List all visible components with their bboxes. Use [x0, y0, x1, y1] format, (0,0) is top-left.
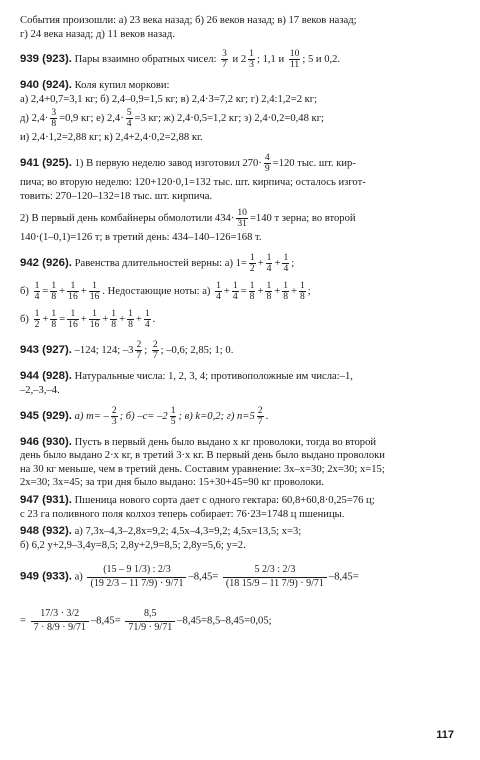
problem-946-line-3: на 30 кг меньше, чем в третий день. Составим уравнение: 3x–x=30; 2x=30; x=15; — [20, 463, 385, 475]
text: ; — [256, 54, 260, 66]
operator: + — [102, 314, 109, 326]
text: б) — [20, 286, 29, 298]
fraction: $\frac{3}{8}$ — [51, 107, 57, 130]
problem-text: Коля купил моркови: — [74, 80, 170, 92]
problem-number: 945 (929). — [20, 409, 72, 422]
problem-940 — [20, 78, 462, 93]
fraction: $\frac{1}{16}$ — [68, 308, 78, 331]
fraction-sum — [213, 280, 241, 303]
fraction-sum — [32, 308, 60, 331]
text: и — [232, 54, 239, 66]
problem-939 — [20, 47, 462, 72]
problem-940-row-3: и) 2,4·1,2=2,88 кг; к) 2,4+2,4·0,2=2,88 кг. — [20, 132, 203, 144]
text: 1) В первую неделю завод изготовил 270· — [74, 158, 262, 170]
problem-number: 946 (930). — [20, 435, 72, 448]
problem-944-line-2: –2,–3,–4. — [20, 385, 60, 397]
operator: + — [291, 286, 297, 298]
problem-942-line-3 — [20, 307, 462, 332]
problem-946-line-1 — [20, 435, 462, 450]
fraction: $\frac{1}{4}$ — [144, 308, 150, 331]
text: ; –0,6; 2,85; 1; 0. — [160, 345, 234, 357]
text: д) 2,4· — [20, 113, 49, 125]
text: = — [42, 286, 49, 298]
problem-949-line-2 — [20, 606, 462, 636]
fraction: $\frac{1}{8}$ — [51, 280, 57, 303]
text: ; — [144, 345, 148, 357]
fraction: $\frac{1}{8}$ — [266, 280, 272, 303]
fraction-sum — [32, 280, 43, 303]
fraction: $\frac{1}{4}$ — [216, 280, 221, 303]
problem-946-line-2: день было выдано 2·x кг, в третий 3·x кг. В первый день было выдано проволоки — [20, 450, 385, 462]
text: –8,45= — [328, 571, 359, 583]
fraction-sum — [48, 280, 102, 303]
text: =120 тыс. шт. кир- — [272, 158, 356, 170]
problem-944-line-1 — [20, 369, 462, 384]
fraction: $\frac{1}{8}$ — [249, 280, 255, 303]
operator: + — [257, 257, 264, 269]
fraction: $\frac{1}{5}$ — [170, 404, 176, 427]
text: =140 т зерна; во второй — [249, 213, 356, 225]
text: Пшеница нового сорта дает с одного гектара: 60,8+60,8·0,25=76 ц; — [74, 494, 375, 506]
text: =0,9 кг; е) 2,4· — [59, 113, 124, 125]
fraction: $\frac{1}{4}$ — [283, 251, 289, 274]
fraction: $\frac{1}{8}$ — [128, 308, 133, 331]
fraction: $\frac{10}{11}$ — [289, 48, 300, 71]
text: ; — [307, 286, 311, 298]
text: = — [59, 314, 66, 326]
fraction: $\frac{1}{2}$ — [34, 308, 40, 331]
problem-947-line-1 — [20, 493, 462, 508]
fraction: $\frac{1}{4}$ — [266, 251, 272, 274]
problem-number: 939 (923). — [20, 53, 72, 66]
operator: + — [274, 286, 281, 298]
fraction: $\frac{1}{16}$ — [68, 280, 78, 303]
text: =3 кг; ж) 2,4·0,5=1,2 кг; з) 2,4·0,2=0,48 кг; — [134, 113, 324, 125]
complex-fraction: $\frac{17/3 \cdot 3/2}{7 \cdot 8/9 \cdot 9/71}$ — [31, 608, 89, 634]
fraction: $\frac{1}{2}$ — [249, 251, 255, 274]
operator: + — [59, 286, 66, 298]
complex-fraction: $\frac{(15 - 9 1/3) : 2/3}{(19 2/3 - 11 7/9) \cdot 9/71}$ — [87, 564, 186, 590]
fraction: $\frac{2}{7}$ — [136, 339, 142, 362]
problem-941-line-5: 140·(1–0,1)=126 т; в третий день: 434–140–126=168 т. — [20, 232, 262, 244]
problem-949-line-1 — [20, 562, 462, 592]
problem-940-row-2 — [20, 106, 462, 131]
fraction-sum — [247, 251, 291, 274]
problem-946-line-4: 2x=30; 3x=45; за три дня было выдано: 15+30+45=90 кг проволоки. — [20, 477, 324, 489]
fraction: $\frac{1}{8}$ — [300, 280, 305, 303]
text: = — [20, 615, 26, 627]
fraction: $\frac{2}{3}$ — [111, 404, 117, 427]
fraction: $\frac{5}{4}$ — [126, 107, 132, 130]
text: а) 7,3x–4,3–2,8x=9,2; 4,5x–4,3=9,2; 4,5x=13,5; x=3; — [74, 526, 302, 538]
text: ; — [291, 257, 295, 269]
text: 1,1 и — [262, 54, 285, 66]
fraction: $\frac{1}{8}$ — [283, 280, 289, 303]
fraction-sum — [247, 280, 308, 303]
text: –8,45= — [188, 571, 219, 583]
fraction-sum — [65, 308, 153, 331]
text: 2) В первый день комбайнеры обмолотили 434· — [20, 213, 235, 225]
text: а) — [74, 571, 83, 583]
problem-number: 949 (933). — [20, 570, 72, 583]
text: –8,45=8,5–8,45=0,05; — [177, 615, 272, 627]
text: . — [265, 410, 269, 422]
problem-text: Пары взаимно обратных чисел: — [74, 54, 217, 66]
text: . — [152, 314, 156, 326]
text: ; в) k=0,2; г) n=5 — [178, 410, 255, 422]
fraction: $\frac{10}{31}$ — [237, 207, 247, 230]
operator: + — [42, 314, 49, 326]
operator: + — [119, 314, 126, 326]
fraction: $\frac{1}{8}$ — [51, 308, 57, 331]
problem-941-line-1 — [20, 151, 462, 176]
intro-line-2: г) 24 века назад; д) 11 веков назад. — [20, 28, 175, 40]
problem-948-line-2: б) 6,2 y+2,9–3,4y=8,5; 2,8y+2,9=8,5; 2,8y=5,6; y=2. — [20, 539, 246, 551]
fraction: $\frac{4}{9}$ — [264, 152, 270, 175]
intro-line-1: События произошли: а) 23 века назад; б) 26 веков назад; в) 17 веков назад; — [20, 15, 357, 26]
problem-942-line-1 — [20, 251, 462, 276]
problem-940-row-1: а) 2,4+0,7=3,1 кг; б) 2,4–0,9=1,5 кг; в) 2,4·3=7,2 кг; г) 2,4:1,2=2 кг; — [20, 93, 318, 105]
operator: + — [80, 286, 87, 298]
problem-943 — [20, 338, 462, 363]
fraction: $\frac{2}{7}$ — [257, 404, 263, 427]
page-number: 117 — [436, 728, 454, 741]
problem-number: 941 (925). — [20, 157, 72, 170]
problem-number: 947 (931). — [20, 493, 72, 506]
fraction: $\frac{1}{8}$ — [111, 308, 117, 331]
problem-948-line-1 — [20, 524, 462, 539]
problem-number: 942 (926). — [20, 256, 72, 269]
operator: + — [223, 286, 230, 298]
problem-947-line-2: с 23 га поливного поля колхоз теперь собирает: 76·23=1748 ц пшеницы. — [20, 508, 345, 520]
text: ; 5 и 0,2. — [302, 54, 341, 66]
operator: + — [274, 257, 281, 269]
whole-part: 2 — [240, 54, 247, 66]
text: б) — [20, 314, 29, 326]
text: –124; 124; –3 — [74, 345, 134, 357]
text: Равенства длительностей верны: а) 1= — [74, 257, 247, 269]
fraction: $\frac{3}{7}$ — [222, 48, 227, 71]
complex-fraction: $\frac{8,5}{71/9 \cdot 9/71}$ — [125, 608, 175, 634]
fraction: $\frac{1}{16}$ — [89, 280, 100, 303]
problem-942-line-2 — [20, 279, 462, 304]
fraction: $\frac{2}{7}$ — [152, 339, 158, 362]
problem-941-line-3: товить: 270–120–132=18 тыс. шт. кирпича. — [20, 190, 213, 202]
problem-number: 943 (927). — [20, 344, 72, 357]
fraction: $\frac{1}{4}$ — [34, 280, 40, 303]
text: = — [240, 286, 247, 298]
problem-number: 944 (928). — [20, 370, 72, 383]
problem-number: 948 (932). — [20, 525, 72, 538]
text: –8,45= — [90, 615, 121, 627]
fraction: $\frac{1}{16}$ — [89, 308, 100, 331]
complex-fraction: $\frac{5 2/3 : 2/3}{(18 15/9 - 11 7/9) \cdot 9/71}$ — [223, 564, 327, 590]
operator: + — [80, 314, 87, 326]
operator: + — [135, 314, 142, 326]
problem-number: 940 (924). — [20, 79, 72, 92]
fraction: $\frac{1}{4}$ — [232, 280, 238, 303]
text: Натуральные числа: 1, 2, 3, 4; противоположные им числа:–1, — [74, 371, 353, 383]
fraction: $\frac{1}{3}$ — [249, 48, 254, 71]
problem-945 — [20, 404, 462, 429]
operator: + — [257, 286, 264, 298]
problem-941-line-2: пича; во вторую неделю: 120+120·0,1=132 тыс. шт. кирпича; осталось изгот- — [20, 177, 366, 189]
text: ; б) –c= –2 — [119, 410, 168, 422]
text: . Недостающие ноты: а) — [102, 286, 211, 298]
text: а) m= – — [74, 410, 109, 422]
text: Пусть в первый день было выдано x кг проволоки, тогда во второй — [74, 436, 377, 448]
problem-941-line-4 — [20, 206, 462, 231]
